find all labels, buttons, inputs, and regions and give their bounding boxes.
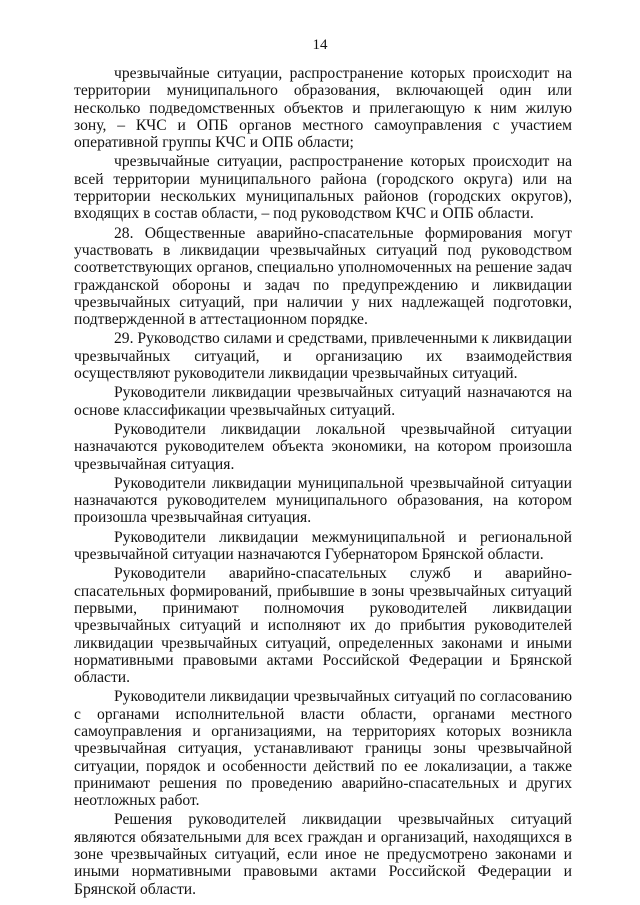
paragraph-7: Руководители ликвидации муниципальной чрезвычайной ситуации назначаются руководителем муниципального образования, на котором произошла чрезвычайная ситуация. — [74, 474, 572, 527]
paragraph-1: чрезвычайные ситуации, распространение которых происходит на территории муниципального образования, включающей один или несколько подведомственных объектов и прилегающую к ним жилую зону, – КЧС и ОПБ органов местного самоуправления с участием оперативной группы КЧС и ОПБ области; — [74, 65, 572, 152]
paragraph-9: Руководители аварийно-спасательных служб и аварийно-спасательных формирований, прибывшие в зоны чрезвычайных ситуаций первыми, принимают полномочия руководителей ликвидации чрезвычайных ситуаций и исполняют их до прибытия руководителей ликвидации чрезвычайных ситуаций, определенных законами и иными нормативными правовыми актами Российской Федерации и Брянской области. — [74, 565, 572, 687]
paragraph-6: Руководители ликвидации локальной чрезвычайной ситуации назначаются руководителем объекта экономики, на котором произошла чрезвычайная ситуация. — [74, 420, 572, 473]
paragraph-8: Руководители ликвидации межмуниципальной и региональной чрезвычайной ситуации назначаются Губернатором Брянской области. — [74, 528, 572, 564]
document-body — [74, 65, 572, 900]
paragraph-3: 28. Общественные аварийно-спасательные формирования могут участвовать в ликвидации чрезвычайных ситуаций под руководством соответствующих органов, специально уполномоченных на решение задач гражданской обороны и задач по предупреждению и ликвидации чрезвычайных ситуаций, при наличии у них надлежащей подготовки, подтвержденной в аттестационном порядке. — [74, 224, 572, 329]
page-number: 14 — [312, 37, 328, 53]
paragraph-10: Руководители ликвидации чрезвычайных ситуаций по согласованию с органами исполнительной власти области, органами местного самоуправления и организациями, на территориях которых возникла чрезвычайная ситуация, устанавливают границы зоны чрезвычайной ситуации, порядок и особенности действий по ее локализации, а также принимают решения по проведению аварийно-спасательных и других неотложных работ. — [74, 688, 572, 810]
paragraph-2: чрезвычайные ситуации, распространение которых происходит на всей территории муниципального района (городского округа) или на территории нескольких муниципальных районов (городских округов), входящих в состав области, – под руководством КЧС и ОПБ области. — [74, 153, 572, 223]
paragraph-11: Решения руководителей ликвидации чрезвычайных ситуаций являются обязательными для всех граждан и организаций, находящихся в зоне чрезвычайных ситуаций, если иное не предусмотрено законами и иными нормативными правовыми актами Российской Федерации и Брянской области. — [74, 811, 572, 898]
paragraph-4: 29. Руководство силами и средствами, привлеченными к ликвидации чрезвычайных ситуаций, и организацию их взаимодействия осуществляют руководители ликвидации чрезвычайных ситуаций. — [74, 330, 572, 383]
paragraph-5: Руководители ликвидации чрезвычайных ситуаций назначаются на основе классификации чрезвычайных ситуаций. — [74, 384, 572, 419]
